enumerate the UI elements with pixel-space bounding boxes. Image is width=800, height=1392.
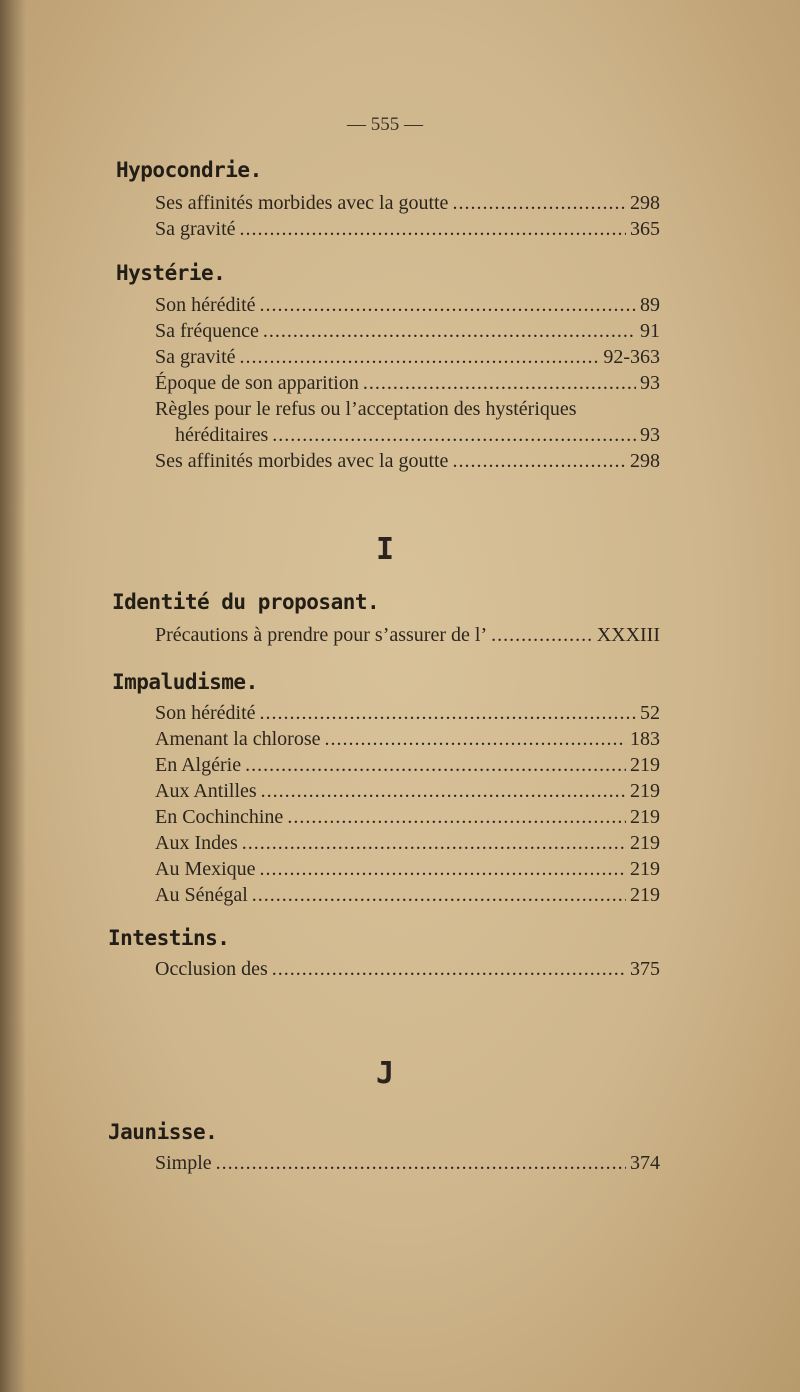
leader-dots [263, 320, 636, 343]
entry-page: 93 [640, 372, 660, 394]
entry-label: Époque de son apparition [155, 372, 359, 394]
entry-page: 374 [630, 1152, 660, 1174]
entry-label: Son hérédité [155, 294, 256, 316]
entry-page: 219 [630, 806, 660, 828]
entry-page: 219 [630, 884, 660, 906]
heading-hypocondrie: Hypocondrie. [116, 158, 262, 182]
leader-dots [491, 624, 593, 647]
leader-dots [260, 294, 636, 317]
entry-page: 52 [640, 702, 660, 724]
leader-dots [287, 806, 626, 829]
entry-label: Au Mexique [155, 858, 256, 880]
leader-dots [325, 728, 627, 751]
entry-page: 365 [630, 218, 660, 240]
leader-dots [216, 1152, 626, 1175]
entry-label: Aux Antilles [155, 780, 257, 802]
leader-dots [452, 192, 626, 215]
index-entry [155, 450, 660, 476]
entry-label: Sa fréquence [155, 320, 259, 342]
index-entry [155, 218, 660, 244]
leader-dots [245, 754, 626, 777]
leader-dots [272, 424, 636, 447]
index-entry [155, 858, 660, 884]
index-entry [155, 958, 660, 984]
index-entry [155, 1152, 660, 1178]
index-entry [155, 624, 660, 650]
index-entry [175, 424, 660, 450]
index-entry [155, 780, 660, 806]
entry-page: 91 [640, 320, 660, 342]
entry-page: 219 [630, 780, 660, 802]
entry-page: 89 [640, 294, 660, 316]
section-letter-i: I [375, 532, 395, 567]
leader-dots [260, 858, 626, 881]
leader-dots [240, 218, 626, 241]
index-entry [155, 320, 660, 346]
entry-label: Ses affinités morbides avec la goutte [155, 450, 449, 472]
entry-label: Simple [155, 1152, 212, 1174]
leader-dots [260, 702, 636, 725]
entry-page: 219 [630, 858, 660, 880]
index-entry [155, 884, 660, 910]
index-entry [155, 754, 660, 780]
page-number: — 555 — [347, 114, 423, 135]
heading-hysterie: Hystérie. [116, 261, 226, 285]
leader-dots [252, 884, 626, 907]
entry-label: Précautions à prendre pour s’assurer de l’ [155, 624, 488, 646]
index-entry [155, 346, 660, 372]
entry-label: Sa gravité [155, 218, 236, 240]
section-letter-j: J [375, 1056, 395, 1091]
entry-label: Amenant la chlorose [155, 728, 321, 750]
entry-label: Aux Indes [155, 832, 238, 854]
heading-impaludisme: Impaludisme. [112, 670, 258, 694]
leader-dots [240, 346, 600, 369]
index-entry [155, 728, 660, 754]
entry-page: 298 [630, 450, 660, 472]
entry-page: 92-363 [603, 346, 660, 368]
entry-page: 93 [640, 424, 660, 446]
entry-label: Au Sénégal [155, 884, 248, 906]
entry-label: En Algérie [155, 754, 242, 776]
leader-dots [363, 372, 636, 395]
leader-dots [272, 958, 626, 981]
entry-label: En Cochinchine [155, 806, 284, 828]
leader-dots [452, 450, 626, 473]
heading-intestins: Intestins. [108, 926, 230, 950]
index-entry [155, 806, 660, 832]
entry-label: Occlusion des [155, 958, 268, 980]
entry-label: Sa gravité [155, 346, 236, 368]
entry-label: héréditaires [175, 424, 269, 446]
leader-dots [242, 832, 626, 855]
entry-page: 298 [630, 192, 660, 214]
entry-page: 183 [630, 728, 660, 750]
entry-page: XXXIII [596, 624, 660, 646]
index-entry [155, 832, 660, 858]
leader-dots [261, 780, 626, 803]
index-entry [155, 702, 660, 728]
index-entry [155, 372, 660, 398]
entry-label: Son hérédité [155, 702, 256, 724]
heading-jaunisse: Jaunisse. [108, 1120, 218, 1144]
entry-page: 219 [630, 754, 660, 776]
index-entry [155, 192, 660, 218]
entry-page: 219 [630, 832, 660, 854]
entry-label: Ses affinités morbides avec la goutte [155, 192, 449, 214]
entry-label-multiline: Règles pour le refus ou l’acceptation des hystériques [155, 398, 577, 420]
heading-identite: Identité du proposant. [112, 590, 380, 614]
entry-page: 375 [630, 958, 660, 980]
index-entry [155, 294, 660, 320]
